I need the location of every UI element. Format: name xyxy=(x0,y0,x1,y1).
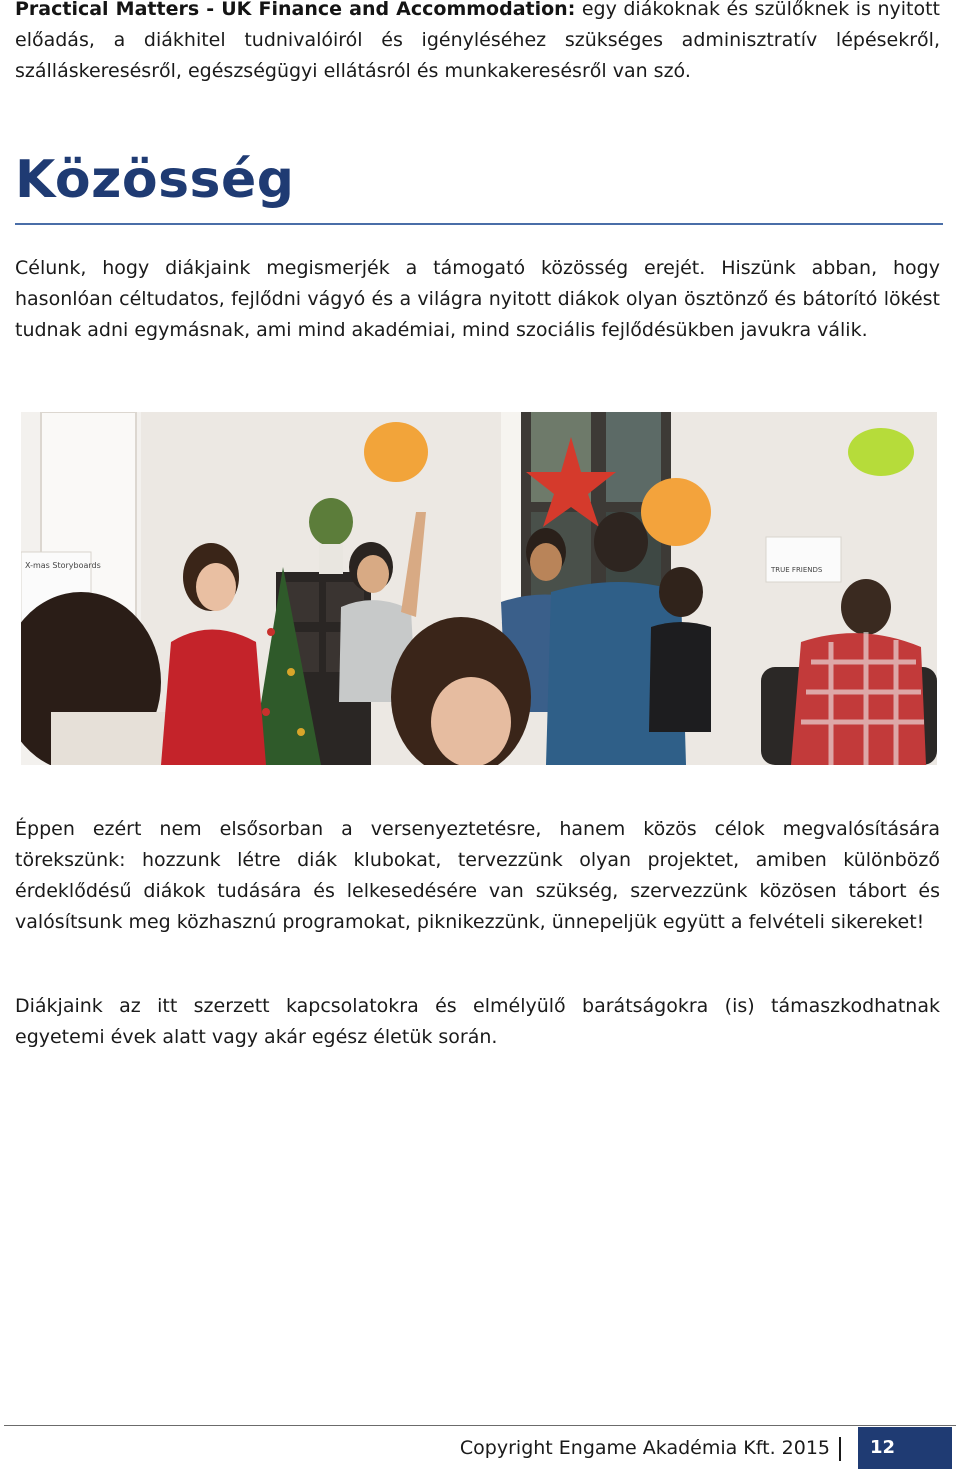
paragraph-common-goals: Éppen ezért nem elsősorban a versenyeztetésre, hanem közös célok megvalósítására törekszünk: hozzunk létre diák klubokat, tervezzünk olyan projektet, amiben különböző érdeklődésű diákok tudására és lelkesedésére van szükség, szervezzünk közösen tábort és valósítsunk meg közhasznú programokat, piknikezzünk, ünnepeljük együtt a felvételi sikereket! xyxy=(15,818,940,933)
intro-paragraph xyxy=(15,0,940,87)
section-heading: Közösség xyxy=(15,150,295,210)
footer-copyright: Copyright Engame Akadémia Kft. 2015 xyxy=(459,1437,830,1459)
heading-underline xyxy=(15,223,943,225)
sign-left-text: X-mas Storyboards xyxy=(25,561,101,570)
community-party-photo xyxy=(21,412,937,765)
intro-text: egy diákoknak és szülőknek is nyitott előadás, a diákhitel tudnivalóiról és igényléséhez szükséges adminisztratív lépésekről, szálláskeresésről, egészségügyi ellátásról és munkakeresésről van szó. xyxy=(15,0,940,82)
paragraph-community-goal: Célunk, hogy diákjaink megismerjék a támogató közösség erejét. Hiszünk abban, hogy hasonlóan céltudatos, fejlődni vágyó és a világra nyitott diákok olyan ösztönző és bátorító lökést tudnak adni egymásnak, ami mind akadémiai, mind szociális fejlődésükben javukra válik. xyxy=(15,257,940,341)
paragraph-friendships: Diákjaink az itt szerzett kapcsolatokra és elmélyülő barátságokra (is) támaszkodhatnak egyetemi évek alatt vagy akár egész életük során. xyxy=(15,995,940,1048)
sign-right-text: TRUE FRIENDS xyxy=(771,566,823,574)
footer-divider xyxy=(4,1425,956,1426)
page-number-badge: 12 xyxy=(858,1427,952,1469)
footer-separator xyxy=(839,1437,841,1461)
intro-bold-label: Practical Matters - UK Finance and Accommodation: xyxy=(15,0,576,20)
